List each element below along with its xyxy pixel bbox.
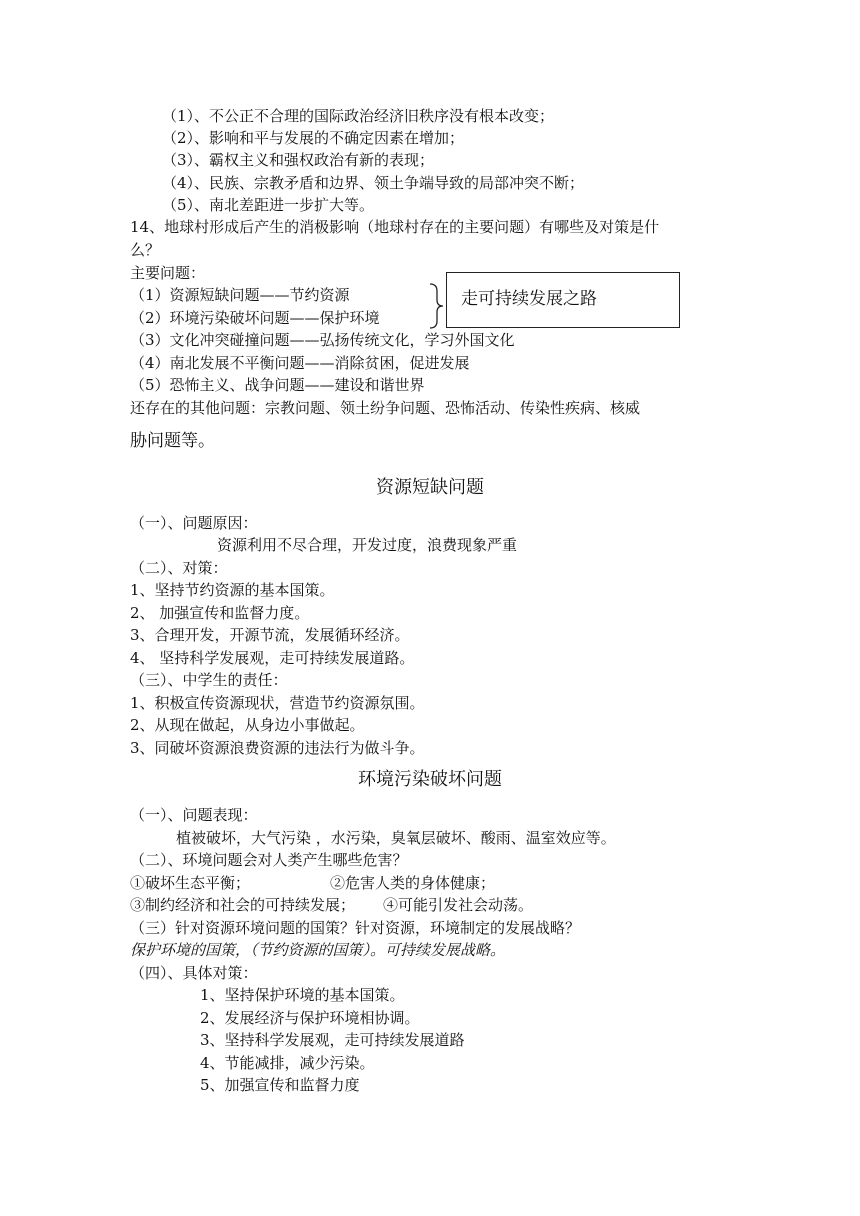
right-brace-icon (428, 283, 444, 329)
resource-measure: 2、 加强宣传和监督力度。 (130, 604, 310, 622)
env-harm-item: ③制约经济和社会的可持续发展； (130, 896, 356, 914)
problem-item: （5）恐怖主义、战争问题——建设和谐世界 (130, 376, 425, 394)
env-measures-heading: （四）、具体对策： (130, 964, 258, 982)
env-show-heading: （一）、问题表现： (130, 806, 258, 824)
resource-measure: 4、 坚持科学发展观，走可持续发展道路。 (130, 649, 415, 667)
env-measure: 3、坚持科学发展观，走可持续发展道路 (200, 1031, 465, 1049)
env-measure: 4、节能减排，减少污染。 (200, 1054, 375, 1072)
section-title-resource: 资源短缺问题 (376, 477, 484, 498)
student-duty: 1、积极宣传资源现状，营造节约资源氛围。 (130, 694, 425, 712)
intro-item: （3）、霸权主义和强权政治有新的表现； (162, 151, 435, 169)
other-problems-line1: 还存在的其他问题：宗教问题、领土纷争问题、恐怖活动、传染性疾病、核威 (130, 399, 641, 417)
env-harm-item: ②危害人类的身体健康； (330, 874, 496, 892)
resource-measure: 1、坚持节约资源的基本国策。 (130, 581, 335, 599)
main-problems-label: 主要问题： (130, 264, 206, 282)
intro-item: （2）、影响和平与发展的不确定因素在增加； (162, 129, 465, 147)
env-measure: 2、发展经济与保护环境相协调。 (200, 1009, 420, 1027)
question-14-line1: 14、地球村形成后产生的消极影响（地球村存在的主要问题）有哪些及对策是什 (130, 218, 660, 236)
problem-item: （3）文化冲突碰撞问题——弘扬传统文化，学习外国文化 (130, 331, 515, 349)
policy-answer: 保护环境的国策，（节约资源的国策）。可持续发展战略。 (130, 941, 506, 959)
student-duty: 3、同破坏资源浪费资源的违法行为做斗争。 (130, 739, 425, 757)
resource-measure: 3、合理开发，开源节流，发展循环经济。 (130, 626, 410, 644)
question-14-line2: 么？ (130, 241, 161, 259)
policy-question: （三）针对资源环境问题的国策？针对资源，环境制定的发展战略？ (130, 919, 581, 937)
env-measure: 5、加强宣传和监督力度 (200, 1076, 360, 1094)
other-problems-line2: 胁问题等。 (130, 431, 215, 451)
sustainable-development-box (446, 272, 680, 328)
env-show-text: 植被破坏，大气污染 ，水污染，臭氧层破坏、酸雨、温室效应等。 (176, 829, 616, 847)
resource-cause-text: 资源利用不尽合理，开发过度，浪费现象严重 (217, 536, 518, 554)
resource-cause-heading: （一）、问题原因： (130, 514, 258, 532)
problem-item: （4）南北发展不平衡问题——消除贫困，促进发展 (130, 354, 470, 372)
box-label: 走可持续发展之路 (461, 289, 597, 309)
section-title-environment: 环境污染破坏问题 (358, 769, 502, 790)
env-measure: 1、坚持保护环境的基本国策。 (200, 986, 405, 1004)
student-duty-heading: （三）、中学生的责任： (130, 671, 288, 689)
intro-item: （4）、民族、宗教矛盾和边界、领土争端导致的局部冲突不断； (162, 174, 585, 192)
env-harm-heading: （二）、环境问题会对人类产生哪些危害？ (130, 851, 408, 869)
resource-measures-heading: （二）、对策： (130, 559, 228, 577)
env-harm-item: ①破坏生态平衡； (130, 874, 251, 892)
problem-item: （1）资源短缺问题——节约资源 (130, 286, 350, 304)
intro-item: （5）、南北差距进一步扩大等。 (162, 196, 375, 214)
intro-item: （1）、不公正不合理的国际政治经济旧秩序没有根本改变； (162, 107, 555, 125)
student-duty: 2、从现在做起，从身边小事做起。 (130, 716, 365, 734)
problem-item: （2）环境污染破坏问题——保护环境 (130, 309, 380, 327)
env-harm-item: ④可能引发社会动荡。 (383, 896, 534, 914)
